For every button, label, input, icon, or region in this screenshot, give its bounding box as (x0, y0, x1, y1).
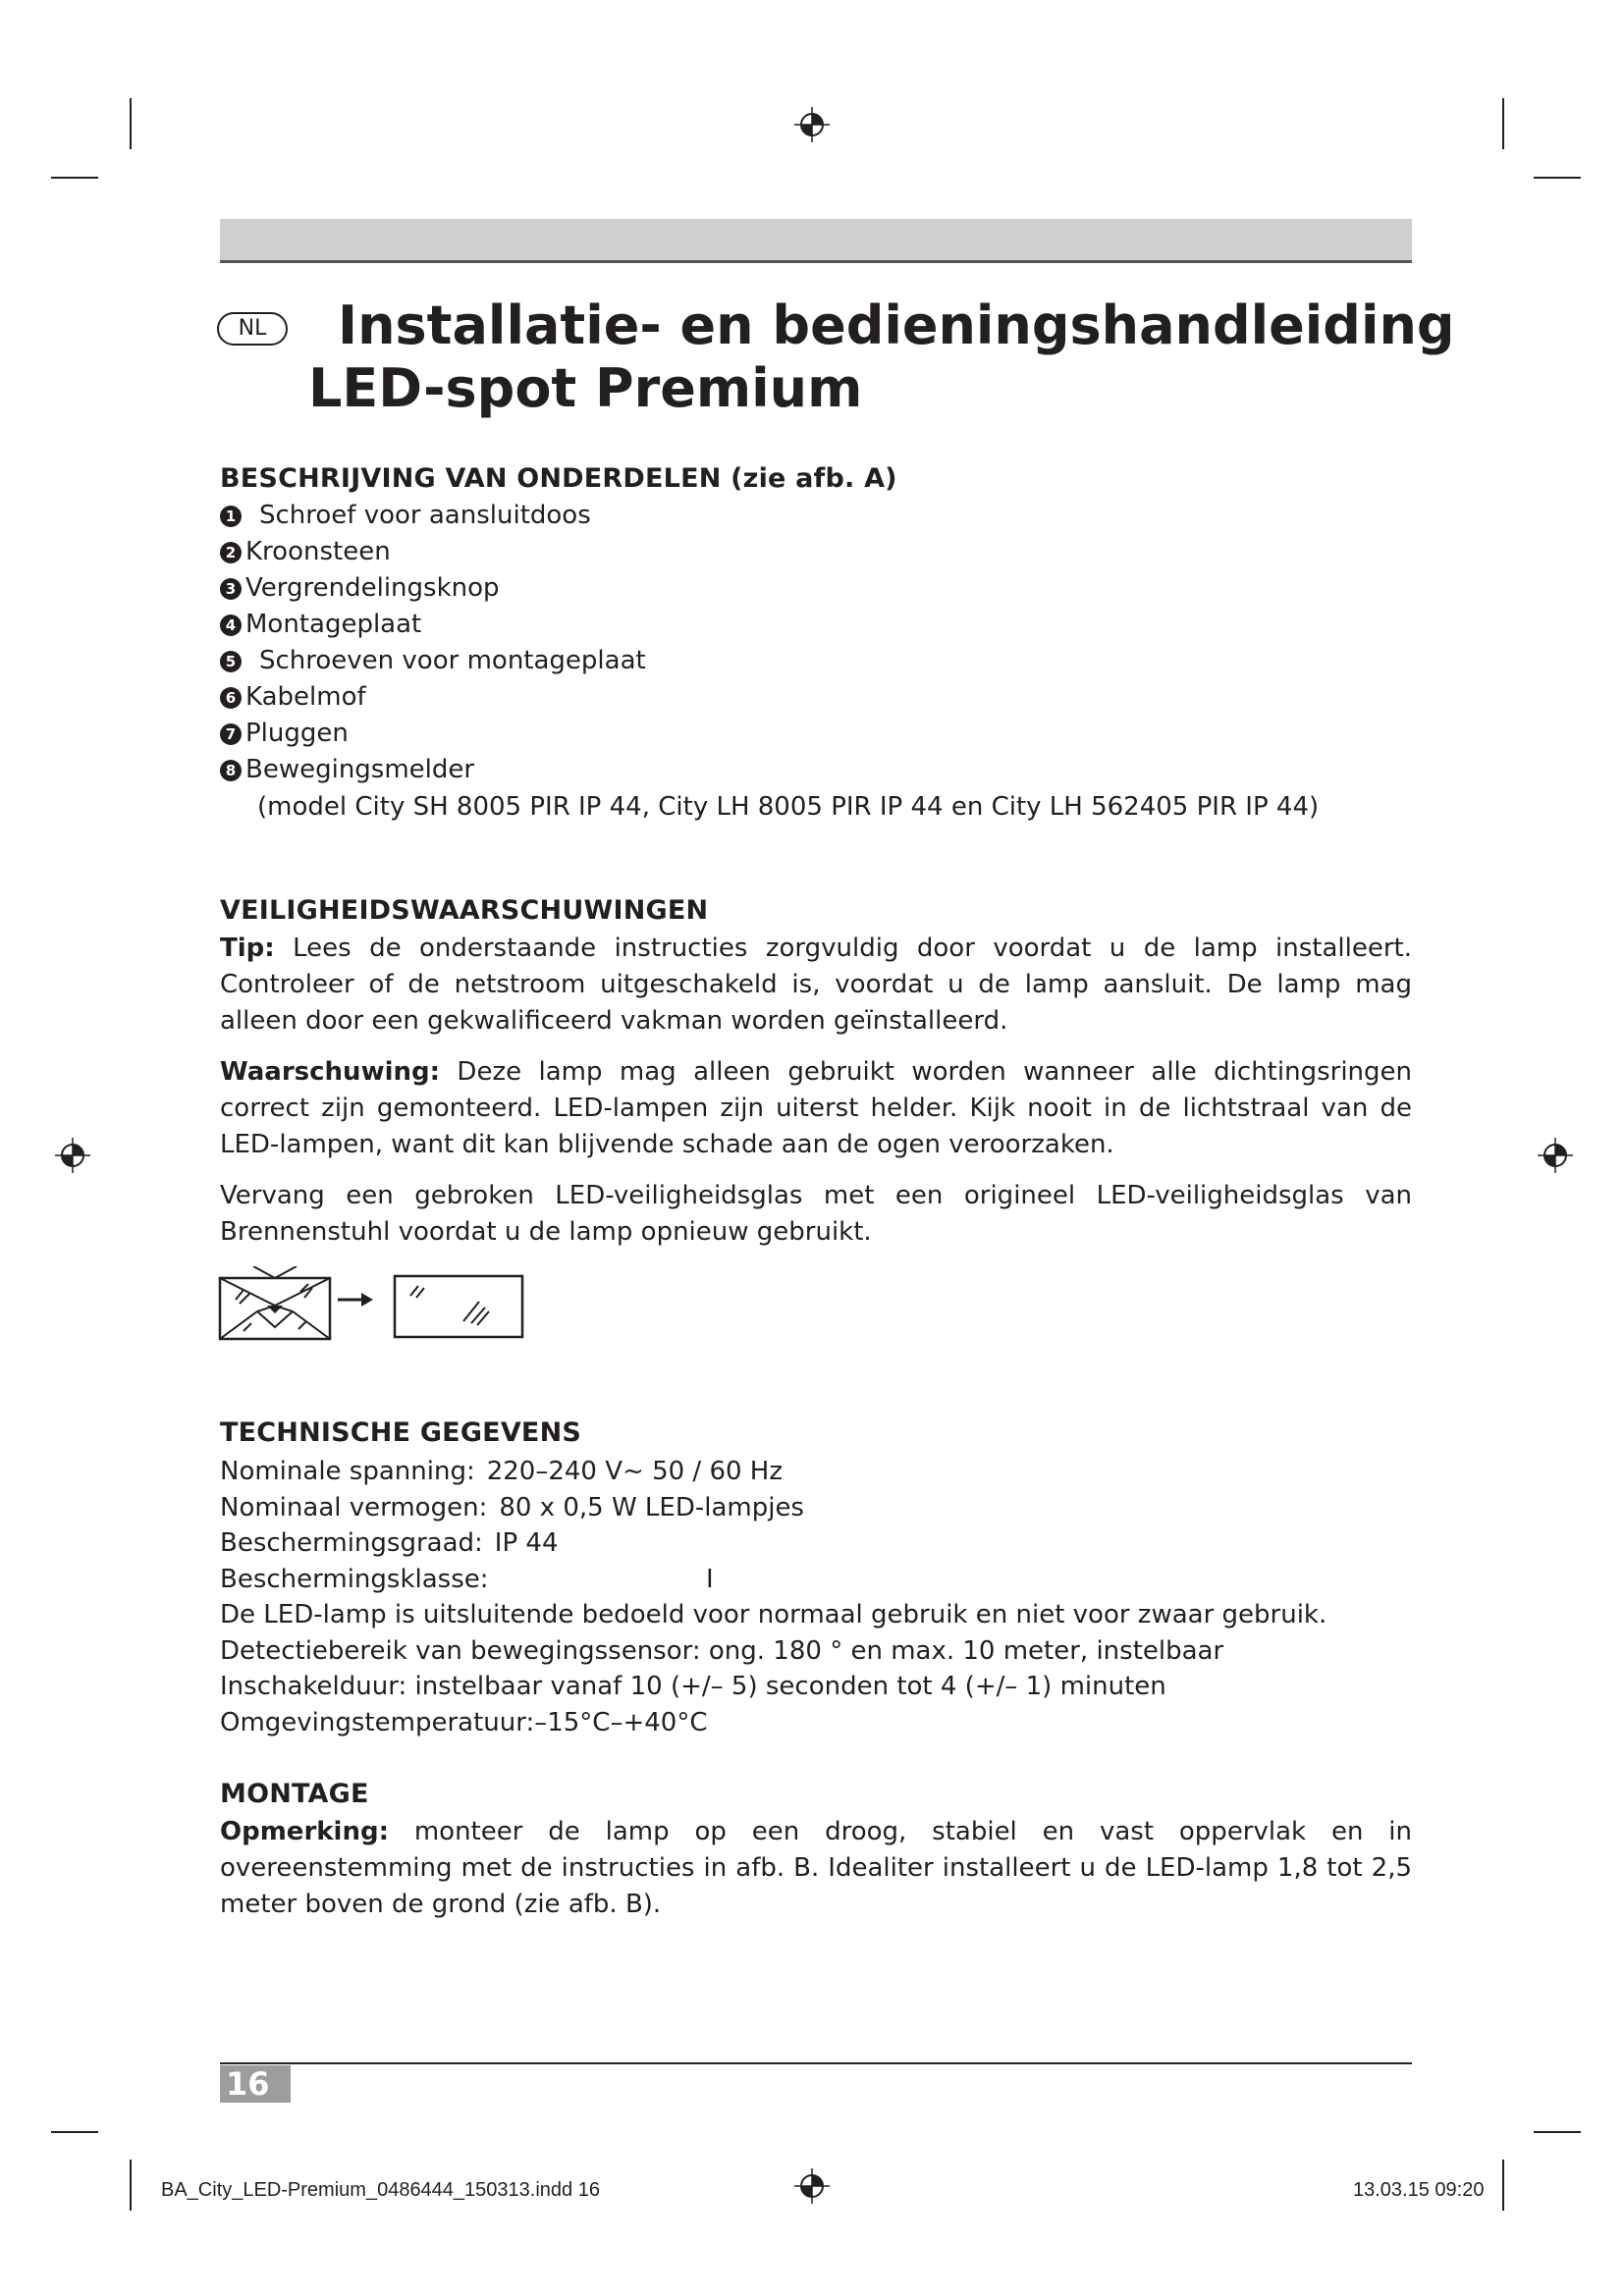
note-text: monteer de lamp op een droog, stabiel en vast oppervlak en in overeenstemming met de instructies in afb. B. Idealiter installeert u de LED-lamp 1,8 tot 2,5 meter boven de grond (zie afb. B). (220, 1817, 1412, 1919)
registration-mark-icon (1538, 1138, 1573, 1173)
broken-glass-replacement-illustration (218, 1266, 526, 1341)
part-label: Pluggen (245, 719, 349, 748)
list-item (220, 498, 646, 534)
header-bar (220, 219, 1412, 263)
part-label: Vergrendelingsknop (245, 573, 500, 603)
tip-text: Lees de onderstaande instructies zorgvuldig door voordat u de lamp installeert. Controleer of de netstroom uitgeschakeld is, voordat u de lamp aansluit. De lamp mag alleen door een gekwalificeerd vakman worden geïnstalleerd. (220, 934, 1412, 1036)
list-item (220, 752, 646, 788)
mounting-note-paragraph (220, 1814, 1412, 1923)
list-item (220, 679, 646, 716)
number-badge-icon: 4 (220, 614, 242, 636)
mounting-heading: MONTAGE (220, 1779, 369, 1809)
number-badge-icon: 8 (220, 760, 242, 781)
list-item (220, 643, 646, 679)
list-item (220, 607, 646, 643)
note-label: Opmerking: (220, 1817, 389, 1846)
number-badge-icon: 5 (220, 651, 242, 672)
warning-text: Deze lamp mag alleen gebruikt worden wanneer alle dichtingsringen correct zijn gemonteerd. LED-lampen zijn uiterst helder. Kijk nooit in de lichtstraal van de LED-lampen, want dit kan blijvende schade aan de ogen veroorzaken. (220, 1057, 1412, 1159)
crop-mark (130, 98, 132, 149)
registration-mark-icon (794, 2168, 830, 2204)
parts-heading: BESCHRIJVING VAN ONDERDELEN (zie afb. A) (220, 463, 897, 494)
new-glass-icon (395, 1276, 522, 1337)
spec-row: Detectiebereik van bewegingssensor: ong. 180 ° en max. 10 meter, instelbaar (220, 1635, 1224, 1666)
crop-mark (51, 2131, 98, 2133)
part-label: Montageplaat (245, 610, 422, 639)
spec-value: 80 x 0,5 W LED-lampjes (499, 1492, 804, 1522)
spec-label: Beschermingsklasse: (220, 1564, 489, 1594)
part-label: Bewegingsmelder (245, 755, 475, 784)
list-item (220, 716, 646, 752)
broken-glass-icon (220, 1266, 330, 1339)
crop-mark (130, 2160, 132, 2211)
model-note: (model City SH 8005 PIR IP 44, City LH 8005 PIR IP 44 en City LH 562405 PIR IP 44) (257, 792, 1320, 822)
warning-paragraph (220, 1054, 1412, 1163)
page-number: 16 (220, 2065, 291, 2103)
registration-mark-icon (794, 107, 830, 142)
number-badge-icon: 1 (220, 506, 242, 527)
spec-value: 220–240 V~ 50 / 60 Hz (486, 1457, 783, 1486)
number-badge-icon: 3 (220, 578, 242, 600)
replace-paragraph: Vervang een gebroken LED-veiligheidsglas met een origineel LED-veiligheidsglas van Brennenstuhl voordat u de lamp opnieuw gebruikt. (220, 1181, 1412, 1247)
warning-label: Waarschuwing: (220, 1057, 441, 1087)
arrow-right-icon (338, 1293, 373, 1307)
parts-list (220, 498, 646, 788)
language-badge: NL (217, 312, 288, 346)
number-badge-icon: 2 (220, 542, 242, 563)
slug-date-time: 13.03.15 09:20 (1353, 2179, 1485, 2201)
crop-mark (1502, 98, 1504, 149)
slug-file-name: BA_City_LED-Premium_0486444_150313.indd 16 (161, 2179, 600, 2201)
crop-mark (1534, 177, 1581, 179)
spec-label: Nominaal vermogen: (220, 1492, 488, 1522)
number-badge-icon: 6 (220, 687, 242, 709)
title-line-2: LED-spot Premium (308, 357, 863, 419)
part-label: Kroonsteen (245, 537, 391, 566)
part-label: Kabelmof (245, 682, 366, 712)
tip-label: Tip: (220, 934, 275, 963)
list-item (220, 570, 646, 607)
page-title (308, 294, 1455, 420)
footer-rule (220, 2062, 1412, 2064)
title-line-1: Installatie- en bedieningshandleiding (338, 294, 1455, 356)
crop-mark (1502, 2160, 1504, 2211)
safety-heading: VEILIGHEIDSWAARSCHUWINGEN (220, 895, 709, 926)
spec-row (220, 1525, 1326, 1562)
part-label: Schroeven voor montageplaat (259, 646, 646, 675)
spec-row: Inschakelduur: instelbaar vanaf 10 (+/– 5) seconden tot 4 (+/– 1) minuten (220, 1672, 1166, 1701)
list-item (220, 534, 646, 570)
registration-mark-icon (55, 1138, 90, 1173)
spec-value: IP 44 (494, 1528, 559, 1558)
spec-row (220, 1562, 1326, 1598)
technical-heading: TECHNISCHE GEGEVENS (220, 1417, 582, 1448)
spec-row: Omgevingstemperatuur:–15°C–+40°C (220, 1707, 708, 1737)
spec-label: Beschermingsgraad: (220, 1528, 483, 1558)
technical-specs-list (220, 1454, 1326, 1740)
number-badge-icon: 7 (220, 723, 242, 745)
part-label: Schroef voor aansluitdoos (259, 501, 591, 530)
crop-mark (1534, 2131, 1581, 2133)
spec-row: De LED-lamp is uitsluitende bedoeld voor normaal gebruik en niet voor zwaar gebruik. (220, 1600, 1327, 1629)
spec-row (220, 1454, 1326, 1490)
spec-value: I (706, 1564, 714, 1594)
spec-label: Nominale spanning: (220, 1457, 475, 1486)
spec-row (220, 1490, 1326, 1526)
crop-mark (51, 177, 98, 179)
tip-paragraph (220, 931, 1412, 1040)
